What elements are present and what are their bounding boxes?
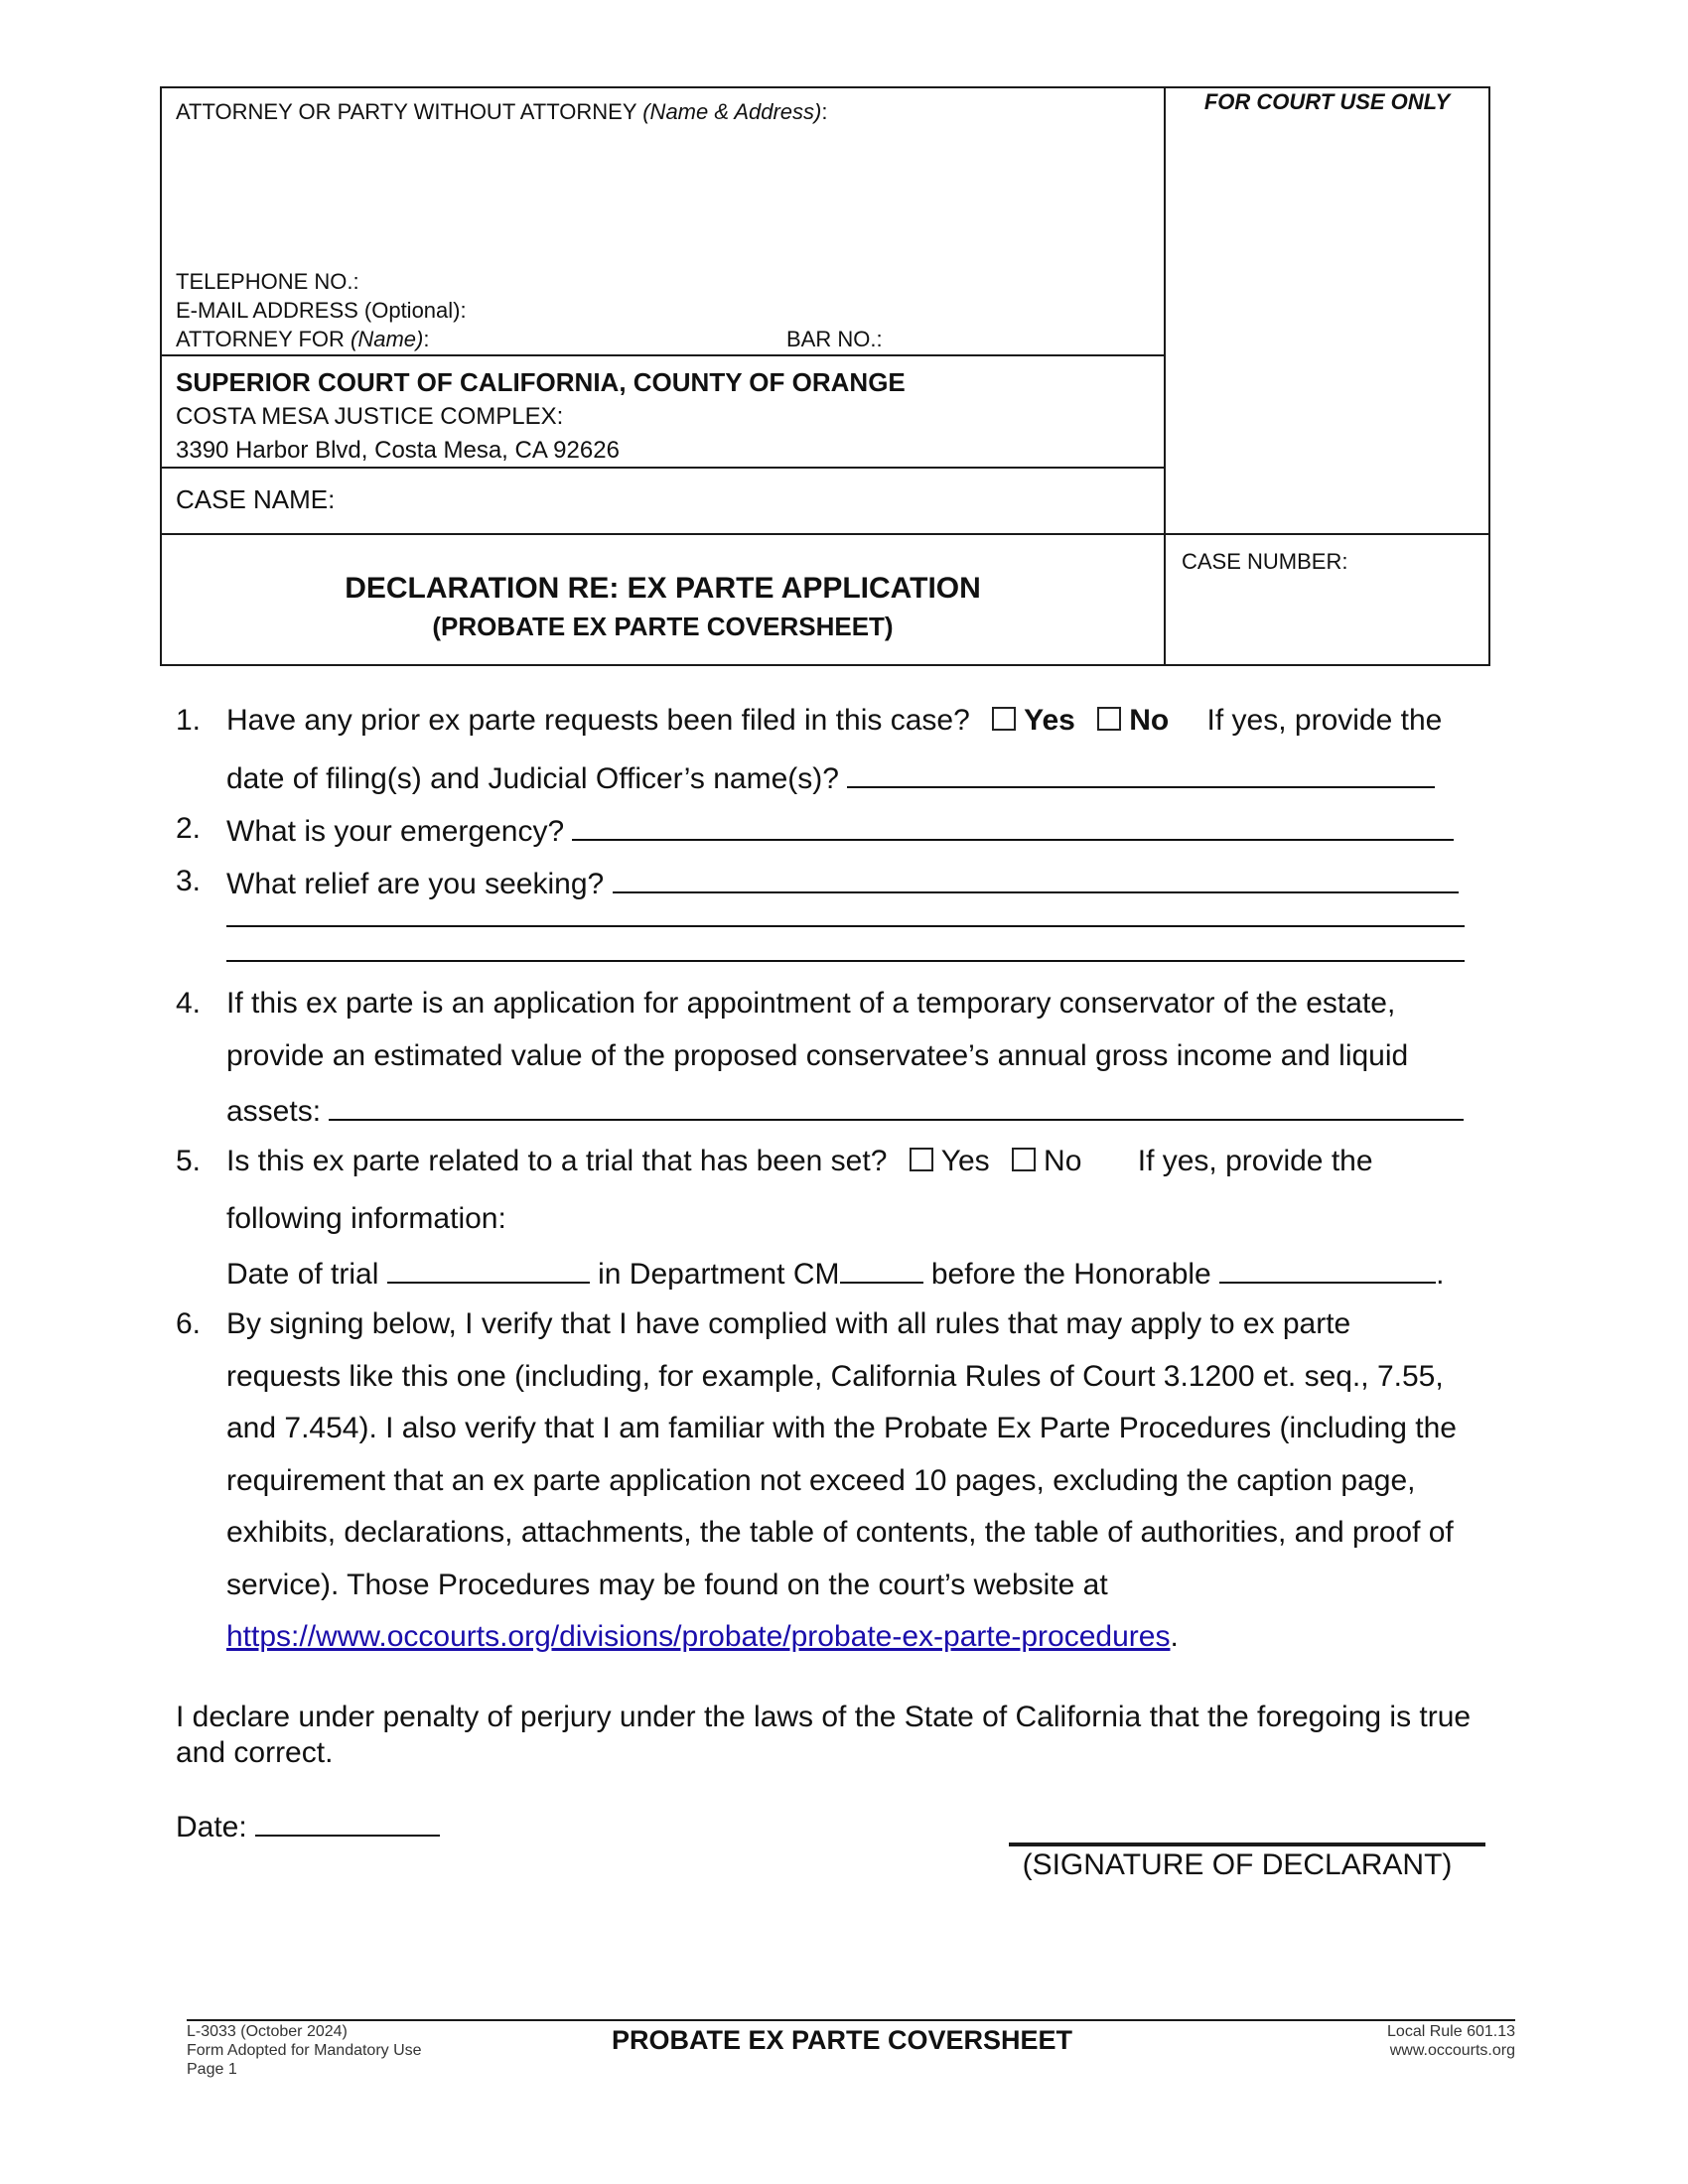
form-title: DECLARATION RE: EX PARTE APPLICATION xyxy=(345,572,981,605)
q3-question: What relief are you seeking? xyxy=(226,864,1459,902)
footer-title: PROBATE EX PARTE COVERSHEET xyxy=(611,2025,1073,2055)
telephone-label: TELEPHONE NO.: xyxy=(176,269,359,294)
q6-paragraph: By signing below, I verify that I have complied with all rules that may apply to ex parte requests like this one (including, for example, California Rules of Court 3.1200 et. seq., 7.55, and 7.454). I also verify that I am familiar with the Probate Ex Parte Procedures (including the requirement that an ex parte application not exceed 10 pages, excluding the caption page, exhibits, declarations, attachments, the table of contents, the table of authorities, and proof of service). Those Procedures may be found on the court’s website at https://www.occourts.org/divisions/probate/probate-ex-parte-procedures. xyxy=(226,1307,1457,1653)
form-id: L-3033 (October 2024) xyxy=(187,2023,348,2040)
trial-date-field[interactable] xyxy=(387,1254,590,1284)
court-website: www.occourts.org xyxy=(1389,2042,1515,2059)
q5-number: 5. xyxy=(176,1145,202,1177)
q4-line1: If this ex parte is an application for appointment of a temporary conservator of the estate, xyxy=(226,987,1396,1020)
case-number-label: CASE NUMBER: xyxy=(1182,549,1348,574)
email-label: E-MAIL ADDRESS (Optional): xyxy=(176,298,467,323)
q2-number: 2. xyxy=(176,812,202,845)
court-name: SUPERIOR COURT OF CALIFORNIA, COUNTY OF ORANGE xyxy=(176,367,906,397)
q1-number: 1. xyxy=(176,704,202,737)
q5-no-checkbox[interactable] xyxy=(1012,1148,1036,1171)
q1-line2: date of filing(s) and Judicial Officer’s name(s)? xyxy=(226,758,1435,797)
q1-no-checkbox[interactable] xyxy=(1097,707,1121,731)
q3-number: 3. xyxy=(176,865,202,897)
form-subtitle: (PROBATE EX PARTE COVERSHEET) xyxy=(432,612,894,641)
q1-yes-checkbox[interactable] xyxy=(992,707,1016,731)
q3-answer-line-3[interactable] xyxy=(226,960,1465,962)
footer-right xyxy=(1291,2022,1515,2060)
case-name-label: CASE NAME: xyxy=(176,484,336,514)
court-use-label: FOR COURT USE ONLY xyxy=(1203,89,1451,114)
q3-answer-line-2[interactable] xyxy=(226,925,1465,927)
q1-answer-field[interactable] xyxy=(847,758,1435,788)
q4-line3: assets: xyxy=(226,1091,1464,1130)
procedures-link[interactable]: https://www.occourts.org/divisions/probate/probate-ex-parte-procedures xyxy=(226,1620,1171,1653)
q5-question: Is this ex parte related to a trial that has been set? Yes No If yes, provide the xyxy=(226,1145,1373,1177)
attorney-label: ATTORNEY OR PARTY WITHOUT ATTORNEY (Name & Address): xyxy=(176,99,828,124)
q4-number: 4. xyxy=(176,987,202,1020)
page-number: Page 1 xyxy=(187,2061,237,2078)
adopted-note: Form Adopted for Mandatory Use xyxy=(187,2042,422,2059)
q4-answer-field[interactable] xyxy=(329,1091,1464,1121)
footer-rule xyxy=(187,2019,1515,2021)
footer-left xyxy=(187,2022,422,2079)
q5-yes-checkbox[interactable] xyxy=(910,1148,933,1171)
court-address: 3390 Harbor Blvd, Costa Mesa, CA 92626 xyxy=(176,437,620,464)
signature-line[interactable] xyxy=(1009,1843,1485,1846)
court-complex: COSTA MESA JUSTICE COMPLEX: xyxy=(176,403,564,430)
attorney-for-label: ATTORNEY FOR (Name): xyxy=(176,327,430,351)
q4-line2: provide an estimated value of the proposed conservatee’s annual gross income and liquid xyxy=(226,1039,1409,1072)
q1-question: Have any prior ex parte requests been filed in this case? Yes No If yes, provide the xyxy=(226,704,1443,737)
q2-answer-field[interactable] xyxy=(572,811,1454,841)
q6-number: 6. xyxy=(176,1307,202,1340)
date-field[interactable] xyxy=(255,1807,440,1837)
declaration-text: I declare under penalty of perjury under the laws of the State of California that the foregoing is true and correct. xyxy=(176,1701,1472,1769)
date-row: Date: xyxy=(176,1807,440,1845)
signature-label: (SIGNATURE OF DECLARANT) xyxy=(1022,1848,1453,1881)
q2-question: What is your emergency? xyxy=(226,811,1454,850)
judge-name-field[interactable] xyxy=(1219,1254,1436,1284)
department-field[interactable] xyxy=(840,1254,923,1284)
q5-trial-info: Date of trial in Department CM before the Honorable . xyxy=(226,1254,1444,1293)
bar-no-label: BAR NO.: xyxy=(786,327,883,351)
local-rule: Local Rule 601.13 xyxy=(1387,2023,1515,2040)
q5-line2: following information: xyxy=(226,1202,506,1235)
q3-answer-field[interactable] xyxy=(613,864,1459,893)
